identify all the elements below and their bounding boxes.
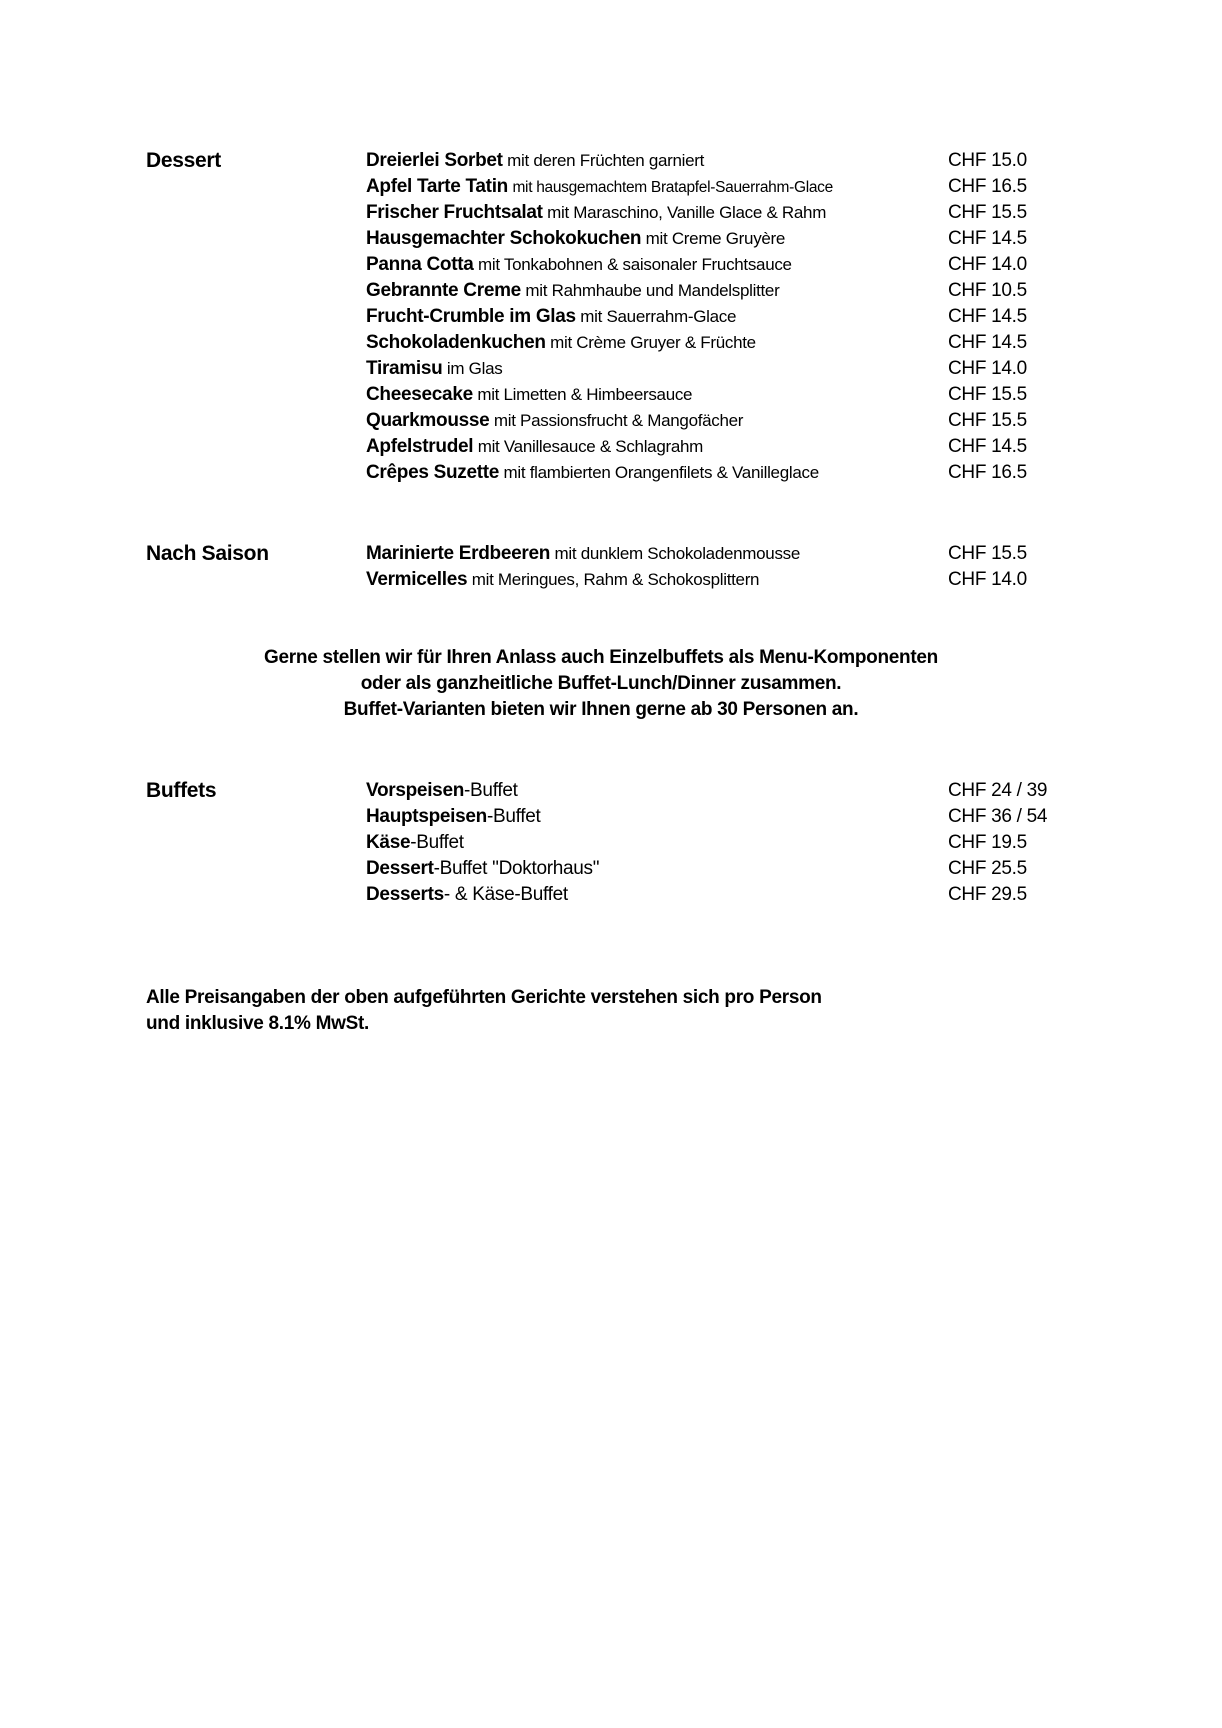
- dessert-list: [366, 148, 1086, 486]
- item-price: CHF 14.5: [948, 228, 1027, 249]
- item-suffix: -Buffet: [464, 780, 518, 801]
- item-price: CHF 36 / 54: [948, 806, 1048, 827]
- item-price: CHF 16.5: [948, 462, 1027, 483]
- item-description: mit Vanillesauce & Schlagrahm: [477, 437, 704, 456]
- item-price: CHF 15.5: [948, 202, 1027, 223]
- item-price: CHF 10.5: [948, 280, 1027, 301]
- item-name: Apfel Tarte Tatin: [366, 176, 508, 197]
- buffet-item: [366, 856, 1086, 882]
- item-description: mit Crème Gruyer & Früchte: [550, 333, 756, 352]
- item-price: CHF 29.5: [948, 884, 1027, 905]
- item-description: mit Rahmhaube und Mandelsplitter: [525, 281, 780, 300]
- item-name: Apfelstrudel: [366, 436, 474, 457]
- menu-item: [366, 541, 1086, 567]
- item-price: CHF 14.0: [948, 358, 1027, 379]
- item-price: CHF 14.5: [948, 332, 1027, 353]
- item-price: CHF 16.5: [948, 176, 1027, 197]
- item-description: mit Tonkabohnen & saisonaler Fruchtsauce: [478, 255, 792, 274]
- item-name: Gebrannte Creme: [366, 280, 521, 301]
- menu-item: [366, 252, 1086, 278]
- item-name: Hauptspeisen: [366, 806, 487, 827]
- item-suffix: -Buffet: [410, 832, 464, 853]
- item-suffix: -Buffet "Doktorhaus": [433, 858, 600, 879]
- buffet-item: [366, 882, 1086, 908]
- item-name: Marinierte Erdbeeren: [366, 543, 551, 564]
- item-description: mit deren Früchten garniert: [507, 151, 705, 170]
- notice-line: Buffet-Varianten bieten wir Ihnen gerne ab 30 Personen an.: [343, 699, 859, 720]
- item-price: CHF 15.5: [948, 384, 1027, 405]
- item-suffix: - & Käse-Buffet: [443, 884, 568, 905]
- item-description: mit hausgemachtem Bratapfel-Sauerrahm-Glace: [512, 179, 833, 196]
- price-footnote: [146, 985, 1046, 1037]
- section-title-dessert: Dessert: [146, 149, 221, 172]
- menu-item: [366, 434, 1086, 460]
- item-price: CHF 14.0: [948, 569, 1027, 590]
- item-name: Crêpes Suzette: [366, 462, 500, 483]
- item-description: mit Limetten & Himbeersauce: [477, 385, 693, 404]
- item-description: mit Creme Gruyère: [645, 229, 786, 248]
- item-name: Hausgemachter Schokokuchen: [366, 228, 642, 249]
- menu-item: [366, 226, 1086, 252]
- item-price: CHF 15.5: [948, 543, 1027, 564]
- section-title-buffets: Buffets: [146, 779, 217, 802]
- item-name: Tiramisu: [366, 358, 443, 379]
- menu-item: [366, 356, 1086, 382]
- item-price: CHF 25.5: [948, 858, 1027, 879]
- seasonal-list: [366, 541, 1086, 593]
- item-price: CHF 19.5: [948, 832, 1027, 853]
- item-price: CHF 15.0: [948, 150, 1027, 171]
- item-name: Frucht-Crumble im Glas: [366, 306, 576, 327]
- item-description: im Glas: [446, 359, 503, 378]
- buffet-item: [366, 830, 1086, 856]
- item-name: Vorspeisen: [366, 780, 465, 801]
- item-description: mit dunklem Schokoladenmousse: [554, 544, 801, 563]
- item-name: Dessert: [366, 858, 434, 879]
- section-title-seasonal: Nach Saison: [146, 542, 269, 565]
- item-description: mit Meringues, Rahm & Schokosplittern: [471, 570, 760, 589]
- menu-item: [366, 278, 1086, 304]
- item-price: CHF 14.5: [948, 306, 1027, 327]
- item-name: Panna Cotta: [366, 254, 474, 275]
- buffets-list: [366, 778, 1086, 908]
- menu-item: [366, 174, 1086, 200]
- item-name: Desserts: [366, 884, 444, 905]
- item-name: Vermicelles: [366, 569, 468, 590]
- buffet-item: [366, 804, 1086, 830]
- item-price: CHF 14.5: [948, 436, 1027, 457]
- menu-item: [366, 330, 1086, 356]
- item-description: mit Sauerrahm-Glace: [580, 307, 737, 326]
- menu-item: [366, 200, 1086, 226]
- item-name: Schokoladenkuchen: [366, 332, 546, 353]
- buffet-item: [366, 778, 1086, 804]
- item-description: mit Passionsfrucht & Mangofächer: [493, 411, 744, 430]
- item-suffix: -Buffet: [487, 806, 541, 827]
- menu-item: [366, 567, 1086, 593]
- footnote-line: Alle Preisangaben der oben aufgeführten Gerichte verstehen sich pro Person: [146, 987, 822, 1008]
- notice-line: oder als ganzheitliche Buffet-Lunch/Dinner zusammen.: [360, 673, 842, 694]
- menu-item: [366, 382, 1086, 408]
- item-name: Quarkmousse: [366, 410, 490, 431]
- menu-item: [366, 304, 1086, 330]
- item-price: CHF 15.5: [948, 410, 1027, 431]
- item-name: Dreierlei Sorbet: [366, 150, 503, 171]
- notice-line: Gerne stellen wir für Ihren Anlass auch Einzelbuffets als Menu-Komponenten: [264, 647, 938, 668]
- footnote-line: und inklusive 8.1% MwSt.: [146, 1013, 369, 1034]
- item-name: Frischer Fruchtsalat: [366, 202, 543, 223]
- item-name: Cheesecake: [366, 384, 473, 405]
- item-price: CHF 24 / 39: [948, 780, 1048, 801]
- item-name: Käse: [366, 832, 411, 853]
- item-description: mit flambierten Orangenfilets & Vanilleglace: [503, 463, 819, 482]
- item-description: mit Maraschino, Vanille Glace & Rahm: [547, 203, 827, 222]
- menu-item: [366, 148, 1086, 174]
- item-price: CHF 14.0: [948, 254, 1027, 275]
- menu-item: [366, 408, 1086, 434]
- menu-item: [366, 460, 1086, 486]
